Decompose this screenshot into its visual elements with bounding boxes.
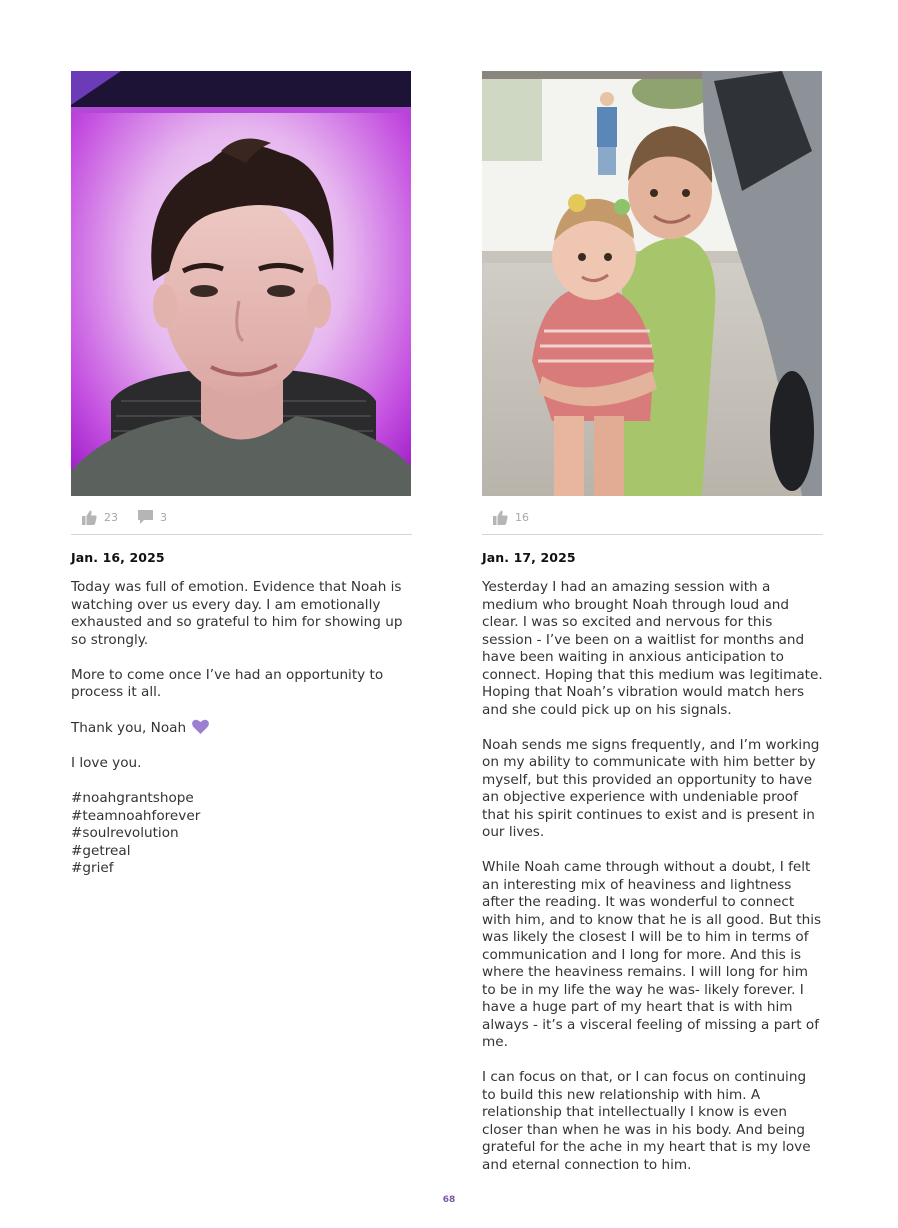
thumbs-up-icon — [493, 510, 508, 525]
post-photo[interactable] — [71, 71, 411, 496]
post-jan-16 — [71, 71, 412, 878]
post-photo[interactable] — [482, 71, 822, 496]
post-jan-17 — [482, 71, 823, 1174]
hashtag[interactable]: #noahgrantshope — [71, 790, 194, 806]
like-count-value: 16 — [515, 511, 529, 524]
paragraph: While Noah came through without a doubt, I felt an interesting mix of heaviness and lightness after the reading. It was wonderful to connect with him, and to know that he is all good. But this was likely the closest I will be to him in terms of communication and I long for more. And this is where the heaviness remains. I will long for him to be in my life the way he was- likely forever. I have a huge part of my heart that is with him always - it’s a visceral feeling of missing a part of me. — [482, 859, 822, 1050]
like-count[interactable] — [493, 510, 529, 525]
post-stats — [71, 496, 412, 535]
like-count-value: 23 — [104, 511, 118, 524]
comment-bubble-icon — [138, 510, 153, 525]
paragraph: Yesterday I had an amazing session with a medium who brought Noah through loud and clear. I was so excited and nervous for this session - I’ve been on a waitlist for months and have been waiting in anxious anticipation to connect. Hoping that this medium was legitimate. Hoping that Noah’s vibration would match hers and she could pick up on his signals. — [482, 579, 823, 718]
paragraph: I can focus on that, or I can focus on continuing to build this new relationship with him. A relationship that intellectually I know is even closer than when he was in his body. And being grateful for the ache in my heart that is my love and eternal connection to him. — [482, 1069, 811, 1173]
page-number: 68 — [442, 1195, 456, 1205]
hashtag[interactable]: #getreal — [71, 842, 131, 859]
thumbs-up-icon — [82, 510, 97, 525]
post-stats — [482, 496, 823, 535]
comment-count[interactable] — [138, 510, 167, 525]
paragraph: Noah sends me signs frequently, and I’m working on my ability to communicate with him better by myself, but this provided an opportunity to have an objective experience with undeniable proof that his spirit continues to exist and is present in our lives. — [482, 736, 820, 840]
post-date: Jan. 17, 2025 — [482, 550, 576, 565]
paragraph-with-heart — [71, 719, 412, 738]
post-body — [71, 579, 412, 878]
post-date: Jan. 16, 2025 — [71, 550, 165, 565]
paragraph: More to come once I’ve had an opportunity to process it all. — [71, 666, 384, 700]
comment-count-value: 3 — [160, 511, 167, 524]
like-count[interactable] — [82, 510, 118, 525]
hashtag[interactable]: #teamnoahforever — [71, 807, 201, 824]
hashtag[interactable]: #soulrevolution — [71, 825, 179, 841]
hashtag-list — [71, 790, 412, 878]
post-body — [482, 579, 823, 1174]
hashtag[interactable]: #grief — [71, 860, 114, 876]
paragraph: Today was full of emotion. Evidence that Noah is watching over us every day. I am emotionally exhausted and so grateful to him for showing up so strongly. — [71, 579, 403, 648]
thank-you-text: Thank you, Noah — [71, 720, 187, 736]
purple-heart-icon — [192, 719, 209, 734]
paragraph: I love you. — [71, 755, 142, 771]
